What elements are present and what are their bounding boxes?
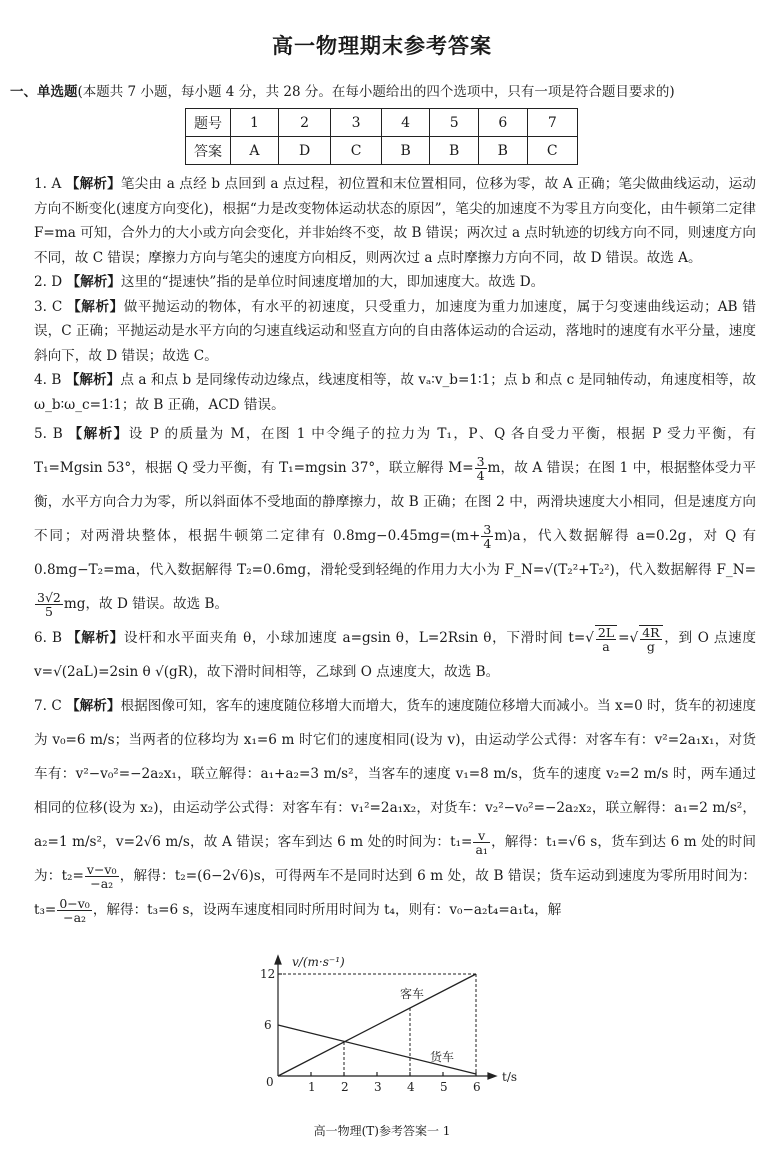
x-tick: 3 (374, 1080, 382, 1094)
fraction: $\frac{4R}{g}$ (639, 625, 662, 653)
fraction: $\frac{\text{0−v₀}}{\text{−a₂}}$ (59, 896, 90, 925)
section-heading (10, 80, 760, 100)
solutions-list (18, 172, 756, 927)
item-number: 6. B (34, 630, 62, 646)
table-cell: C (331, 137, 381, 165)
legend-truck: 货车 (430, 1050, 455, 1064)
table-cell: C (527, 137, 577, 165)
item-number: 5. B (34, 426, 63, 442)
item-number: 7. C (34, 698, 62, 714)
fraction: $\frac{3}{4}$ (476, 454, 485, 483)
item-text: 设 P 的质量为 M，在图 1 中令绳子的拉力为 T₁，P、Q 各自受力平衡，根据 P 受力平衡，有 T₁=Mgsin 53°，根据 Q 受力平衡，有 T₁=mgsin 37°，联立解得 M= (34, 426, 757, 476)
row-label: 答案 (186, 137, 231, 165)
x-tick: 4 (407, 1080, 415, 1094)
table-row-answers (186, 137, 578, 165)
table-cell: 2 (278, 109, 331, 137)
section-note: (本题共 7 小题，每小题 4 分，共 28 分。在每小题给出的四个选项中，只有一项是符合题目要求的) (77, 84, 675, 100)
fraction: $\frac{2L}{a}$ (595, 625, 617, 653)
x-tick: 6 (473, 1080, 481, 1094)
analysis-tag: 【解析】 (65, 372, 121, 388)
table-cell: 1 (231, 109, 279, 137)
analysis-tag: 【解析】 (65, 176, 121, 192)
x-axis-arrow (488, 1073, 496, 1079)
table-cell: B (430, 137, 479, 165)
y-axis-label: v/(m·s⁻¹) (292, 955, 345, 969)
y-tick: 12 (260, 967, 276, 981)
fraction: $\frac{v}{\text{a₁}}$ (475, 828, 488, 857)
table-cell: 7 (527, 109, 577, 137)
table-cell: B (478, 137, 527, 165)
item-text: m)a，代入数据解得 a=0.2g，对 Q 有 0.8mg−T₂=ma，代入数据解得 T₂=0.6mg，滑轮受到轻绳的作用力大小为 F_N=√(T₂²+T₂²)，代入数据解得 F_N= (34, 528, 756, 578)
row-label: 题号 (186, 109, 231, 137)
item-number: 3. C (34, 298, 63, 315)
item-number: 1. A (34, 176, 62, 192)
table-row-numbers (186, 109, 578, 137)
solution-item-5 (18, 417, 756, 621)
item-text: 点 a 和点 b 是同缘传动边缘点，线速度相等，故 vₐ∶v_b=1∶1；点 b 和点 c 是同轴传动，角速度相等，故 ω_b∶ω_c=1∶1；故 B 正确，ACD 错误。 (34, 372, 757, 413)
section-title: 一、单选题 (10, 84, 78, 100)
fraction: $\frac{\text{v−v₀}}{\text{−a₂}}$ (86, 862, 117, 891)
y-tick: 6 (264, 1018, 272, 1032)
analysis-tag: 【解析】 (66, 630, 124, 646)
item-text: 设杆和水平面夹角 θ，小球加速度 a=gsin θ，L=2Rsin θ，下滑时间 t=√ (124, 630, 594, 646)
analysis-tag: 【解析】 (66, 698, 121, 714)
page-title: 高一物理期末参考答案 (272, 34, 492, 58)
analysis-tag: 【解析】 (68, 426, 129, 442)
solution-item-4 (18, 368, 756, 417)
fraction: $\frac{3}{4}$ (483, 522, 492, 551)
fraction: $\frac{3√2}{5}$ (37, 590, 61, 619)
table-cell: A (231, 137, 279, 165)
x-tick: 1 (308, 1080, 316, 1094)
analysis-tag: 【解析】 (66, 274, 121, 290)
solution-item-2 (18, 270, 756, 295)
item-text: ，解得：t₁=√6 s，货车到达 6 m 处的时间为：t₂= (34, 834, 756, 884)
item-text: 做平抛运动的物体，有水平的初速度，只受重力，加速度为重力加速度，属于匀变速曲线运动；AB 错误，C 正确；平抛运动是水平方向的匀速直线运动和竖直方向的自由落体运动的合运动，落地时的速度有水平分量，速度斜向下，故 D 错误；故选 C。 (34, 298, 757, 364)
item-text: ，解得：t₃=6 s，设两车速度相同时所用时间为 t₄，则有：v₀−a₂t₄=a₁t₄，解 (92, 902, 562, 918)
table-cell: 4 (381, 109, 430, 137)
item-text: =√ (618, 630, 639, 646)
page-footer: 高一物理(T)参考答案一 1 (313, 1124, 451, 1138)
x-tick: 2 (341, 1080, 349, 1094)
item-text: 根据图像可知，客车的速度随位移增大而增大，货车的速度随位移增大而减小。当 x=0 时，货车的初速度为 v₀=6 m/s；当两者的位移均为 x₁=6 m 时它们的速度相同(设为 v)，由运动学公式得：对客车有：v²=2a₁x₁，对货车有：v²−v₀²=−2a₂x₁，联立解得：a₁+a₂=3 m/s²，当客车的速度 v₁=8 m/s，货车的速度 v₂=2 m/s 时，两车通过相同的位移(设为 x₂)，由运动学公式得：对客车有：v₁²=2a₁x₂，对货车：v₂²−v₀²=−2a₂x₂，联立解得：a₁=2 m/s²，a₂=1 m/s²，v=2√6 m/s，故 A 错误；客车到达 6 m 处的时间为：t₁= (34, 698, 756, 850)
item-number: 4. B (34, 372, 62, 388)
item-text: ，解得：t₂=(6−2√6)s，可得两车不是同时达到 6 m 处，故 B 错误；货车运动到速度为零所用时间为：t₃= (34, 868, 757, 918)
item-text: ，到 O 点速度 v=√(2aL)=2sin θ √(gR)，故下滑时间相等，乙球到 O 点速度大，故选 B。 (34, 630, 757, 680)
item-text: mg，故 D 错误。故选 B。 (63, 596, 229, 612)
x-tick: 0 (266, 1075, 274, 1089)
x-axis-label: t/s (502, 1070, 518, 1084)
x-tick: 5 (440, 1080, 448, 1094)
solution-item-7 (18, 689, 756, 927)
velocity-time-chart (240, 948, 530, 1098)
table-cell: B (381, 137, 430, 165)
table-cell: 5 (430, 109, 479, 137)
solution-item-1 (18, 172, 756, 270)
item-text: 笔尖由 a 点经 b 点回到 a 点过程，初位置和末位置相同，位移为零，故 A 正确；笔尖做曲线运动，运动方向不断变化(速度方向变化)，根据“力是改变物体运动状态的原因”，笔尖的加速度不为零且方向变化，由牛顿第二定律 F=ma 可知，合外力的大小或方向会变化，并非始终不变，故 B 错误；两次过 a 点时轨迹的切线方向不同，则速度方向不同，故 C 错误；摩擦力方向与笔尖的速度方向相反，则两次过 a 点时摩擦力方向不同，故 D 错误。故选 A。 (34, 176, 757, 266)
item-text: m，故 A 错误；在图 1 中，根据整体受力平衡，水平方向合力为零，所以斜面体不受地面的静摩擦力，故 B 正确；在图 2 中，两滑块速度大小相同，但是速度方向不同；对两滑块整体，根据牛顿第二定律有 0.8mg−0.45mg=(m+ (34, 460, 756, 544)
table-cell: D (278, 137, 331, 165)
legend-passenger-car: 客车 (400, 987, 425, 1001)
answer-table (185, 108, 578, 165)
solution-item-6 (18, 621, 756, 689)
table-cell: 3 (331, 109, 381, 137)
y-axis-arrow (275, 956, 281, 964)
item-text: 这里的“提速快”指的是单位时间速度增加的大，即加速度大。故选 D。 (120, 274, 545, 290)
analysis-tag: 【解析】 (67, 298, 124, 315)
item-number: 2. D (34, 274, 63, 290)
table-cell: 6 (478, 109, 527, 137)
solution-item-3 (18, 295, 756, 369)
